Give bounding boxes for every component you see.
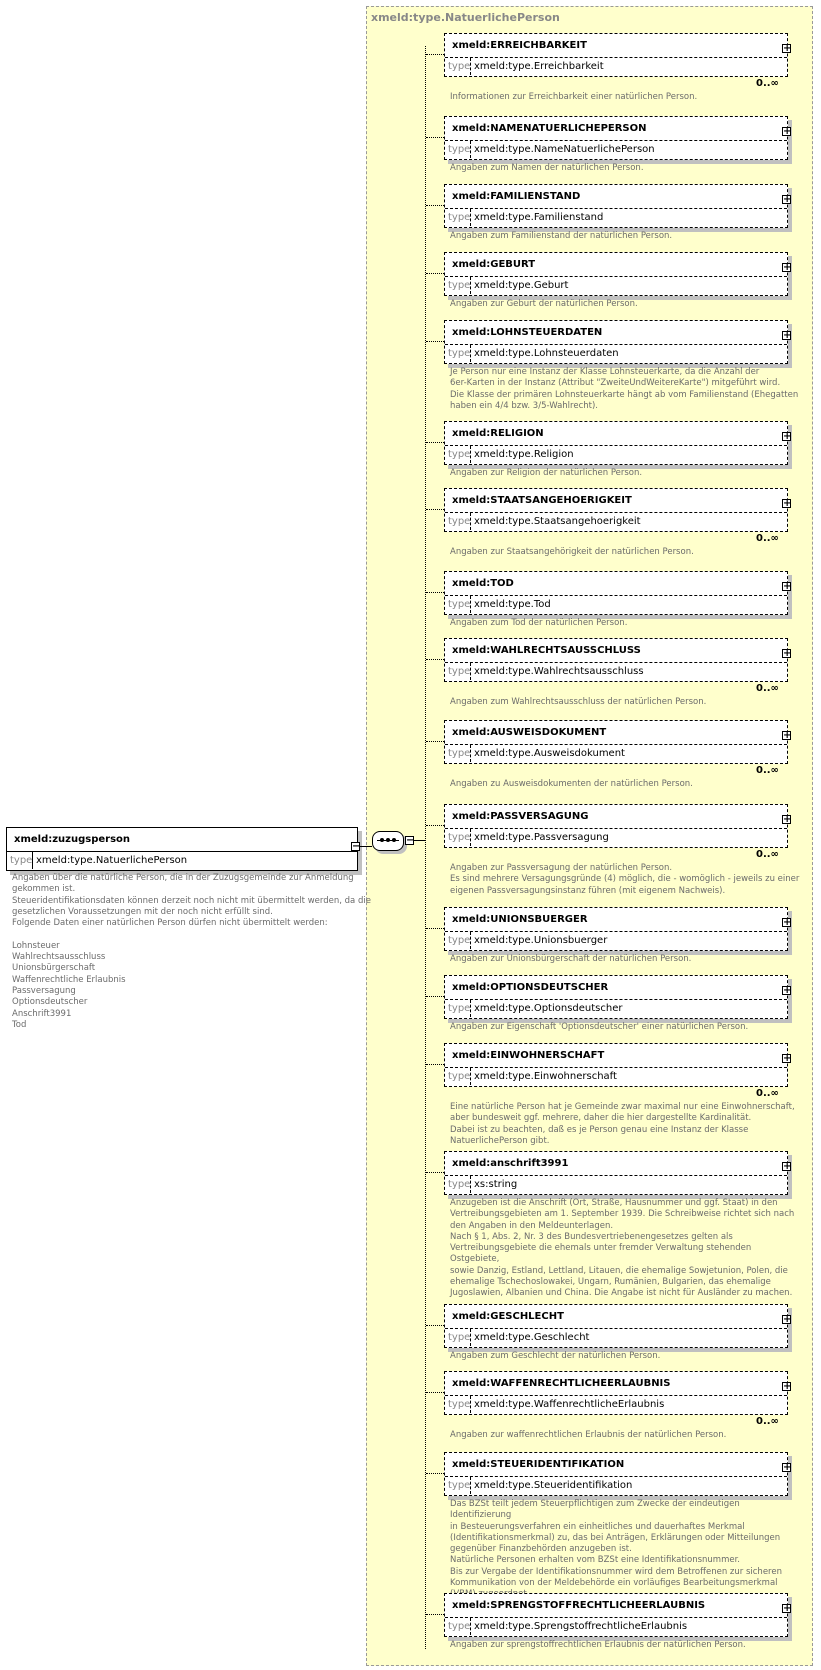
element-type-row — [445, 345, 787, 362]
expand-icon[interactable]: + — [783, 1381, 792, 1392]
type-label: type — [445, 1068, 471, 1085]
element-box[interactable] — [444, 1593, 788, 1637]
element-doc: Angaben zur Passversagung der natürlichen Person. Es sind mehrere Versagungsgründe (4) möglich, die - womöglich - jeweils zu einer eigenen Passversagungsinstanz führen (mit eigenem Nachweis). — [450, 863, 800, 896]
collapse-icon[interactable]: − — [352, 841, 361, 852]
type-label: type — [445, 1329, 471, 1346]
type-label: type — [445, 1000, 471, 1017]
element-name: xmeld:EINWOHNERSCHAFT — [445, 1044, 787, 1068]
type-label: type — [445, 141, 471, 158]
connector-line — [360, 846, 372, 847]
connector-line — [426, 205, 444, 206]
element-doc: Eine natürliche Person hat je Gemeinde zwar maximal nur eine Einwohnerschaft, aber bundesweit ggf. mehrere, daher die hier dargestellte Kardinalität. Dabei ist zu beachten, daß es je Person genau eine Instanz der Klasse NatuerlichePerson gibt. — [450, 1102, 795, 1146]
connector-line — [426, 1172, 444, 1173]
type-label: type — [445, 745, 471, 762]
connector-line — [426, 928, 444, 929]
sequence-compositor-icon[interactable] — [372, 831, 404, 851]
element-type: xmeld:type.Familienstand — [474, 212, 604, 223]
expand-icon[interactable]: + — [783, 1053, 792, 1064]
connector-line — [426, 341, 444, 342]
connector-line — [426, 442, 444, 443]
element-doc: Angaben zur waffenrechtlichen Erlaubnis der natürlichen Person. — [450, 1430, 727, 1440]
type-label: type — [445, 596, 471, 613]
element-doc: Angaben zur Eigenschaft 'Optionsdeutscher' einer natürlichen Person. — [450, 1022, 749, 1032]
expand-icon[interactable]: + — [783, 330, 792, 341]
element-type: xmeld:type.NameNatuerlichePerson — [474, 144, 655, 155]
expand-icon[interactable]: + — [783, 1603, 792, 1614]
element-type-row — [445, 1477, 787, 1494]
element-type: xmeld:type.Staatsangehoerigkeit — [474, 516, 641, 527]
element-name: xmeld:LOHNSTEUERDATEN — [445, 321, 787, 345]
expand-icon[interactable]: + — [783, 581, 792, 592]
type-label: type — [445, 1618, 471, 1635]
expand-icon[interactable]: + — [783, 43, 792, 54]
element-type: xmeld:type.Unionsbuerger — [474, 935, 608, 946]
type-label: type — [445, 663, 471, 680]
cardinality-label: 0..∞ — [756, 765, 779, 776]
connector-line — [426, 592, 444, 593]
element-type: xs:string — [474, 1179, 518, 1190]
element-type: xmeld:type.Optionsdeutscher — [474, 1003, 623, 1014]
type-label: type — [445, 209, 471, 226]
type-label: type — [7, 852, 33, 869]
element-box[interactable] — [444, 907, 788, 951]
expand-icon[interactable]: + — [783, 648, 792, 659]
cardinality-label: 0..∞ — [756, 1416, 779, 1427]
element-name: xmeld:TOD — [445, 572, 787, 596]
connector-line — [426, 659, 444, 660]
element-type: xmeld:type.Geburt — [474, 280, 569, 291]
element-type-row — [445, 745, 787, 762]
element-type-row — [445, 277, 787, 294]
sequence-dot — [380, 838, 384, 842]
sequence-dot — [392, 838, 396, 842]
connector-line — [426, 509, 444, 510]
element-type-row — [445, 1329, 787, 1346]
element-box[interactable] — [444, 1304, 788, 1348]
element-box[interactable] — [444, 421, 788, 465]
element-type: xmeld:type.SprengstoffrechtlicheErlaubnis — [474, 1621, 688, 1632]
cardinality-label: 0..∞ — [756, 849, 779, 860]
element-type: xmeld:type.WaffenrechtlicheErlaubnis — [474, 1399, 665, 1410]
expand-icon[interactable]: + — [783, 1314, 792, 1325]
element-box[interactable] — [444, 116, 788, 160]
element-type-row — [445, 932, 787, 949]
element-doc: Angaben zur Staatsangehörigkeit der natürlichen Person. — [450, 547, 694, 557]
element-name: xmeld:STEUERIDENTIFIKATION — [445, 1453, 787, 1477]
sequence-spine — [425, 46, 426, 1649]
element-box[interactable] — [444, 571, 788, 615]
element-type: xmeld:type.Lohnsteuerdaten — [474, 348, 619, 359]
element-doc: Angaben zur Unionsbürgerschaft der natürlichen Person. — [450, 954, 692, 964]
element-doc: Angaben zu Ausweisdokumenten der natürlichen Person. — [450, 779, 693, 789]
element-box[interactable] — [444, 320, 788, 364]
element-type: xmeld:type.Steueridentifikation — [474, 1480, 633, 1491]
expand-icon[interactable]: + — [783, 1161, 792, 1172]
element-doc: Anzugeben ist die Anschrift (Ort, Straße, Hausnummer und ggf. Staat) in den Vertreibungsgebieten am 1. September 1939. Die Schreibweise richtet sich nach den Angaben in den Meldeunterlagen. Nach § 1, Abs. 2, Nr. 3 des Bundesvertriebenengesetzes gelten als Vertreibungsgebiete die ehemals unter fremder Verwaltung stehenden Ostgebiete, sowie Danzig, Estland, Lettland, Litauen, die ehemalige Sowjetunion, Polen, die ehemalige Tschechoslowakei, Ungarn, Rumänien, Bulgarien, das ehemalige Jugoslawien, Albanien und China. Die Angabe ist nicht für Ausländer zu machen. — [450, 1198, 795, 1299]
element-doc: Das BZSt teilt jedem Steuerpflichtigen zum Zwecke der eindeutigen Identifizierung in Besteuerungsverfahren ein einheitliches und dauerhaftes Merkmal (Identifikationsmerkmal) zu, das bei Anträgen, Erklärungen oder Mitteilungen gegenüber Finanzbehörden anzugeben ist. Natürliche Personen erhalten vom BZSt eine Identifikationsnummer. Bis zur Vergabe der Identifikationsnummer wird dem Betroffenen zur sicheren Kommunikation von der Meldebehörde ein vorläufiges Bearbeitungsmerkmal — [450, 1499, 782, 1589]
type-label: type — [445, 58, 471, 75]
type-label: type — [445, 1477, 471, 1494]
element-doc: Angaben zum Wahlrechtsausschluss der natürlichen Person. — [450, 697, 707, 707]
root-element-box[interactable] — [6, 827, 361, 871]
element-name: xmeld:ERREICHBARKEIT — [445, 34, 787, 58]
expand-icon[interactable]: + — [783, 1462, 792, 1473]
connector-line — [426, 1473, 444, 1474]
sequence-dot — [386, 838, 390, 842]
connector-line — [426, 741, 444, 742]
element-doc: Angaben zum Namen der natürlichen Person. — [450, 163, 644, 173]
element-doc: Je Person nur eine Instanz der Klasse Lohnsteuerkarte, da die Anzahl der 6er-Karten in der Instanz (Attribut "ZweiteUndWeitereKarte") mitgeführt wird. Die Klasse der primären Lohnsteuerkarte hängt ab vom Familienstand (Ehegatten haben ein 4/4 bzw. 3/5-Wahlrecht). — [450, 367, 799, 411]
element-doc: Angaben zum Familienstand der natürlichen Person. — [450, 231, 673, 241]
element-doc: Angaben zum Tod der natürlichen Person. — [450, 618, 628, 628]
element-box[interactable] — [444, 1151, 788, 1195]
connector-line — [426, 996, 444, 997]
element-doc: Angaben zum Geschlecht der natürlichen Person. — [450, 1351, 661, 1361]
element-box[interactable] — [444, 184, 788, 228]
element-box[interactable] — [444, 1452, 788, 1496]
cardinality-label: 0..∞ — [756, 683, 779, 694]
connector-line — [426, 1064, 444, 1065]
element-type-row — [445, 596, 787, 613]
element-type-row — [445, 829, 787, 846]
expand-icon[interactable]: + — [783, 431, 792, 442]
type-label: type — [445, 829, 471, 846]
element-box[interactable] — [444, 1371, 788, 1415]
type-label: type — [445, 1396, 471, 1413]
expand-icon[interactable]: + — [783, 262, 792, 273]
element-name: xmeld:UNIONSBUERGER — [445, 908, 787, 932]
element-type-row — [445, 1618, 787, 1635]
type-label: type — [445, 277, 471, 294]
element-name: xmeld:OPTIONSDEUTSCHER — [445, 976, 787, 1000]
type-label: type — [445, 513, 471, 530]
element-box[interactable] — [444, 488, 788, 532]
element-type-row — [445, 663, 787, 680]
element-name: xmeld:FAMILIENSTAND — [445, 185, 787, 209]
element-name: xmeld:GESCHLECHT — [445, 1305, 787, 1329]
element-type: xmeld:type.Passversagung — [474, 832, 609, 843]
expand-icon[interactable]: + — [783, 498, 792, 509]
element-doc: Informationen zur Erreichbarkeit einer natürlichen Person. — [450, 92, 698, 102]
element-type: xmeld:type.Geschlecht — [474, 1332, 590, 1343]
element-box[interactable] — [444, 33, 788, 77]
connector-line — [426, 273, 444, 274]
connector-line — [426, 54, 444, 55]
expand-icon[interactable]: + — [783, 730, 792, 741]
connector-line — [426, 137, 444, 138]
element-box[interactable] — [444, 638, 788, 682]
complex-type-title: xmeld:type.NatuerlichePerson — [371, 11, 560, 24]
element-type: xmeld:type.Wahlrechtsausschluss — [474, 666, 644, 677]
element-box[interactable] — [444, 975, 788, 1019]
connector-line — [414, 840, 425, 841]
root-element-type: xmeld:type.NatuerlichePerson — [36, 855, 188, 866]
element-box[interactable] — [444, 720, 788, 764]
element-type: xmeld:type.Erreichbarkeit — [474, 61, 604, 72]
element-name: xmeld:STAATSANGEHOERIGKEIT — [445, 489, 787, 513]
element-doc: Angaben zur sprengstoffrechtlichen Erlaubnis der natürlichen Person. — [450, 1640, 746, 1650]
element-name: xmeld:AUSWEISDOKUMENT — [445, 721, 787, 745]
element-name: xmeld:WAHLRECHTSAUSSCHLUSS — [445, 639, 787, 663]
root-element-type-row — [7, 852, 357, 869]
element-box[interactable] — [444, 252, 788, 296]
expand-icon[interactable]: + — [783, 985, 792, 996]
element-doc: Angaben zur Geburt der natürlichen Person. — [450, 299, 638, 309]
connector-line — [426, 1325, 444, 1326]
element-doc: Angaben zur Religion der natürlichen Person. — [450, 468, 643, 478]
type-label: type — [445, 932, 471, 949]
cardinality-label: 0..∞ — [756, 533, 779, 544]
element-name: xmeld:RELIGION — [445, 422, 787, 446]
collapse-icon[interactable]: − — [406, 835, 415, 846]
element-type-row — [445, 1176, 787, 1193]
root-element-doc: Angaben über die natürliche Person, die in der Zuzugsgemeinde zur Anmeldung gekommen ist. Steueridentifikationsdaten können derzeit noch nicht mit übermittelt werden, da die gesetzlichen Voraussetzungen mit der noch nicht erfüllt sind. Folgende Daten einer natürlichen Person dürfen nicht übermittelt werden: Lohnsteuer Wahlrechtsausschluss Unionsbürgerschaft Waffenrechtliche Erlaubnis Passversagung Optionsdeutscher Anschrift3991 Tod — [12, 873, 371, 1030]
connector-line — [426, 1614, 444, 1615]
expand-icon[interactable]: + — [783, 194, 792, 205]
element-type-row — [445, 58, 787, 75]
element-type-row — [445, 513, 787, 530]
connector-line — [426, 825, 444, 826]
element-type-row — [445, 446, 787, 463]
element-name: xmeld:PASSVERSAGUNG — [445, 805, 787, 829]
element-name: xmeld:WAFFENRECHTLICHEERLAUBNIS — [445, 1372, 787, 1396]
element-type-row — [445, 1068, 787, 1085]
type-label: type — [445, 1176, 471, 1193]
element-type: xmeld:type.Einwohnerschaft — [474, 1071, 617, 1082]
element-type: xmeld:type.Tod — [474, 599, 551, 610]
element-box[interactable] — [444, 1043, 788, 1087]
element-name: xmeld:SPRENGSTOFFRECHTLICHEERLAUBNIS — [445, 1594, 787, 1618]
root-element-name: xmeld:zuzugsperson — [7, 828, 357, 852]
type-label: type — [445, 345, 471, 362]
element-type-row — [445, 1396, 787, 1413]
element-type: xmeld:type.Religion — [474, 449, 574, 460]
type-label: type — [445, 446, 471, 463]
element-name: xmeld:GEBURT — [445, 253, 787, 277]
element-type: xmeld:type.Ausweisdokument — [474, 748, 625, 759]
expand-icon[interactable]: + — [783, 814, 792, 825]
element-name: xmeld:NAMENATUERLICHEPERSON — [445, 117, 787, 141]
element-type-row — [445, 141, 787, 158]
expand-icon[interactable]: + — [783, 917, 792, 928]
cardinality-label: 0..∞ — [756, 78, 779, 89]
expand-icon[interactable]: + — [783, 126, 792, 137]
element-type-row — [445, 1000, 787, 1017]
cardinality-label: 0..∞ — [756, 1088, 779, 1099]
element-name: xmeld:anschrift3991 — [445, 1152, 787, 1176]
element-type-row — [445, 209, 787, 226]
element-box[interactable] — [444, 804, 788, 848]
connector-line — [426, 1392, 444, 1393]
